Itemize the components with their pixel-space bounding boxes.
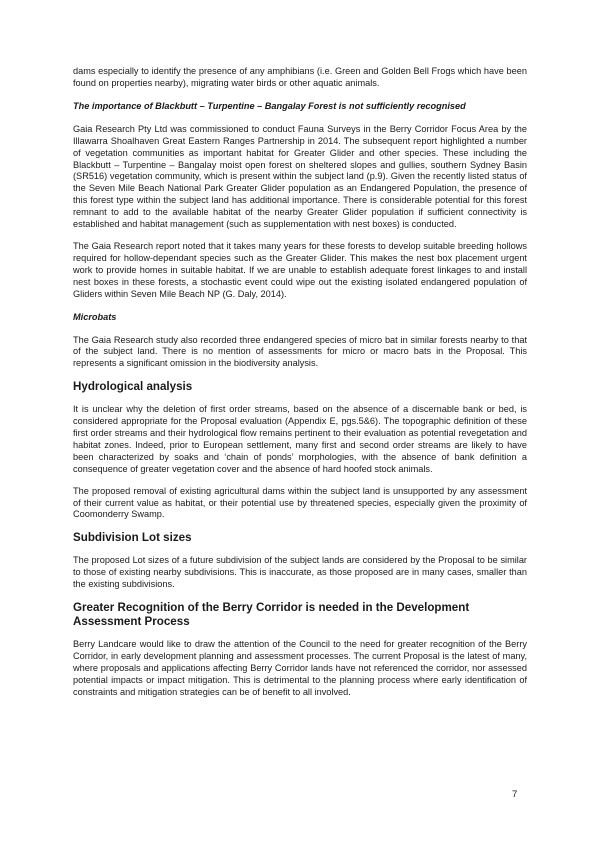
- subheading-microbats: Microbats: [73, 311, 117, 322]
- page-number: 7: [512, 789, 518, 800]
- heading-subdivision-lot-sizes: Subdivision Lot sizes: [73, 531, 192, 545]
- paragraph-intro: dams especially to identify the presence of any amphibians (i.e. Green and Golden Bell Frogs which have been found on properties nearby), migrating water birds or other aquatic animals.: [73, 66, 527, 88]
- paragraph-lot-sizes: The proposed Lot sizes of a future subdivision of the subject lands are considered by the Proposal to be similar to those of existing nearby subdivisions. This is inaccurate, as those proposed are in many cases, smaller than the existing subdivisions.: [73, 555, 527, 590]
- subheading-blackbutt: The importance of Blackbutt – Turpentine – Bangalay Forest is not sufficiently recognised: [73, 100, 466, 111]
- paragraph-microbats: The Gaia Research study also recorded three endangered species of micro bat in similar forests nearby to that of the subject land. There is no mention of assessments for micro or macro bats in the Proposal. This represents a significant omission in the biodiversity analysis.: [73, 334, 527, 369]
- document-page: [73, 66, 527, 709]
- paragraph-hydro-1: It is unclear why the deletion of first order streams, based on the absence of a discernable bank or bed, is considered appropriate for the Proposal evaluation (Appendix E, pgs.5&6). The topographic definition of these first order streams and their hydrological flow remains pertinent to their evaluation as potential revegetation and habitat zones. Indeed, prior to European settlement, many first and second order streams are likely to have been characterized by soaks and ‘chain of ponds’ morphologies, with the absence of bank definition a consequence of greater vegetation cover and the absence of hard hoofed stock animals.: [73, 404, 527, 474]
- paragraph-gaia-1: Gaia Research Pty Ltd was commissioned to conduct Fauna Surveys in the Berry Corridor Focus Area by the Illawarra Shoalhaven Great Eastern Ranges Partnership in 2014. The subsequent report highlighted a number of vegetation communities as important habitat for Greater Glider and other species. These including the Blackbutt – Turpentine – Bangalay moist open forest on sheltered slopes and gullies, southern Sydney Basin (SR516) vegetation community, which is present within the subject land (p.9). Given the recently listed status of the Seven Mile Beach National Park Greater Glider population as an Endangered Population, the presence of this forest type within the subject land has additional importance. There is considerable potential for this forest remnant to add to the available habitat of the nearby Greater Glider population if sufficient connectivity is established and habitat management (such as supplementation with nest boxes) is conducted.: [73, 123, 527, 230]
- paragraph-berry-corridor: Berry Landcare would like to draw the attention of the Council to the need for greater recognition of the Berry Corridor, in early development planning and assessment processes. The current Proposal is the latest of many, where proposals and applications affecting Berry Corridor lands have not referenced the corridor, nor assessed potential impacts or impact mitigation. This is detrimental to the planning process where early identification of constraints and mitigation strategies can be of benefit to all involved.: [73, 639, 527, 697]
- heading-berry-corridor: Greater Recognition of the Berry Corridor is needed in the Development Assessment Process: [73, 601, 470, 629]
- paragraph-hydro-2: The proposed removal of existing agricultural dams within the subject land is unsupported by any assessment of their current value as habitat, or their potential use by threatened species, especially given the proximity of Coomonderry Swamp.: [73, 485, 527, 520]
- paragraph-gaia-2: The Gaia Research report noted that it takes many years for these forests to develop suitable breeding hollows required for hollow-dependant species such as the Greater Glider. This makes the nest box placement urgent work to provide homes in suitable habitat. If we are unable to establish adequate forest linkages to and install nest boxes in these forests, a stochastic event could wipe out the existing isolated endangered population of Gliders within Seven Mile Beach NP (G. Daly, 2014).: [73, 240, 527, 299]
- heading-hydrological-analysis: Hydrological analysis: [73, 380, 193, 394]
